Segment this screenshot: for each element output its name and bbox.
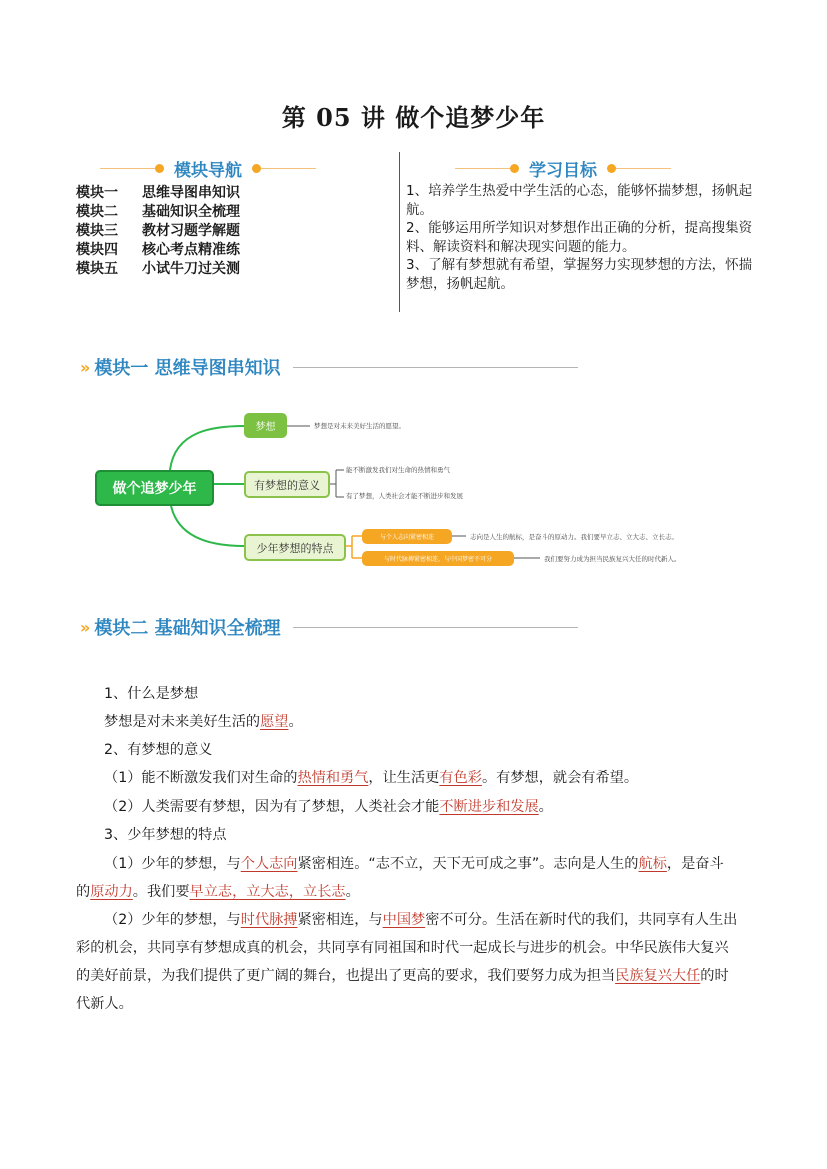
goal-item: 2、能够运用所学知识对梦想作出正确的分析，提高搜集资料、解读资料和解决现实问题的能力。	[406, 220, 753, 255]
key-term: 原动力	[90, 884, 133, 900]
mind-map-leaf: 志向是人生的航标，是奋斗的原动力。我们要早立志、立大志、立长志。	[470, 533, 678, 541]
key-term: 航标	[638, 856, 667, 872]
nav-heading: 模块导航	[100, 156, 350, 181]
module-item[interactable]: 模块五 小试牛刀过关测	[76, 261, 240, 277]
mind-map-leaf: 我们要努力成为担当民族复兴大任的时代新人。	[544, 555, 681, 563]
mind-map-branch: 有梦想的意义	[244, 471, 330, 498]
mind-map-leaf: 有了梦想，人类社会才能不断进步和发展	[346, 492, 463, 500]
paragraph: 梦想是对未来美好生活的愿望。	[104, 714, 303, 730]
module-item[interactable]: 模块三 教材习题学解题	[76, 223, 240, 239]
mind-map-branch: 与个人志向紧密相连	[362, 529, 452, 544]
goals-heading: 学习目标	[455, 156, 715, 181]
question-heading: 1、什么是梦想	[104, 686, 199, 702]
mind-map-leaf: 梦想是对未来美好生活的愿望。	[314, 422, 405, 430]
banner-rule	[293, 627, 578, 628]
paragraph: （2）人类需要有梦想，因为有了梦想，人类社会才能不断进步和发展。	[104, 799, 553, 815]
paragraph: 彩的机会，共同享有梦想成真的机会，共同享有同祖国和时代一起成长与进步的机会。中华民族伟大复兴	[76, 940, 729, 956]
key-term: 愿望	[260, 714, 289, 730]
key-term: 不断进步和发展	[439, 799, 539, 815]
key-term: 个人志向	[240, 856, 298, 872]
key-term: 中国梦	[382, 912, 426, 928]
module-item[interactable]: 模块二 基础知识全梳理	[76, 204, 240, 220]
goal-item: 3、了解有梦想就有希望，掌握努力实现梦想的方法，怀揣梦想，扬帆起航。	[406, 257, 753, 292]
question-heading: 3、少年梦想的特点	[104, 827, 227, 843]
double-chevron-icon: »	[80, 357, 87, 377]
goal-item: 1、培养学生热爱中学生活的心态，能够怀揣梦想，扬帆起航。	[406, 183, 753, 218]
module1-banner: » 模块一 思维导图串知识	[80, 354, 578, 380]
mind-map-branch: 少年梦想的特点	[244, 534, 346, 561]
key-term: 时代脉搏	[240, 912, 298, 928]
key-term: 有色彩	[439, 770, 482, 786]
page-title: 第 05 讲 做个追梦少年	[281, 103, 546, 132]
paragraph: （1）能不断激发我们对生命的热情和勇气，让生活更有色彩。有梦想，就会有希望。	[104, 770, 639, 786]
key-term: 民族复兴大任	[615, 968, 701, 984]
mind-map-branch: 梦想	[244, 413, 287, 438]
module-item[interactable]: 模块一 思维导图串知识	[76, 185, 240, 201]
paragraph: （2）少年的梦想，与时代脉搏紧密相连，与中国梦密不可分。生活在新时代的我们，共同享有人生出	[104, 912, 738, 928]
key-term: 热情和勇气	[297, 770, 369, 786]
mind-map-root: 做个追梦少年	[95, 470, 214, 506]
paragraph: 的原动力。我们要早立志，立大志，立长志。	[76, 884, 360, 900]
question-heading: 2、有梦想的意义	[104, 742, 213, 758]
paragraph: （1）少年的梦想，与个人志向紧密相连。“志不立，天下无可成之事”。志向是人生的航标，是奋斗	[104, 856, 724, 872]
paragraph: 代新人。	[76, 996, 133, 1012]
mind-map-branch: 与时代脉搏紧密相连，与中国梦密不可分	[362, 551, 514, 566]
module2-banner: » 模块二 基础知识全梳理	[80, 614, 578, 640]
mind-map-leaf: 能不断激发我们对生命的热情和勇气	[346, 466, 450, 474]
module-item[interactable]: 模块四 核心考点精准练	[76, 242, 240, 258]
paragraph: 的美好前景，为我们提供了更广阔的舞台，也提出了更高的要求，我们要努力成为担当民族复兴大任的时	[76, 968, 729, 984]
double-chevron-icon: »	[80, 617, 87, 637]
key-term: 早立志，立大志，立长志	[189, 884, 346, 900]
